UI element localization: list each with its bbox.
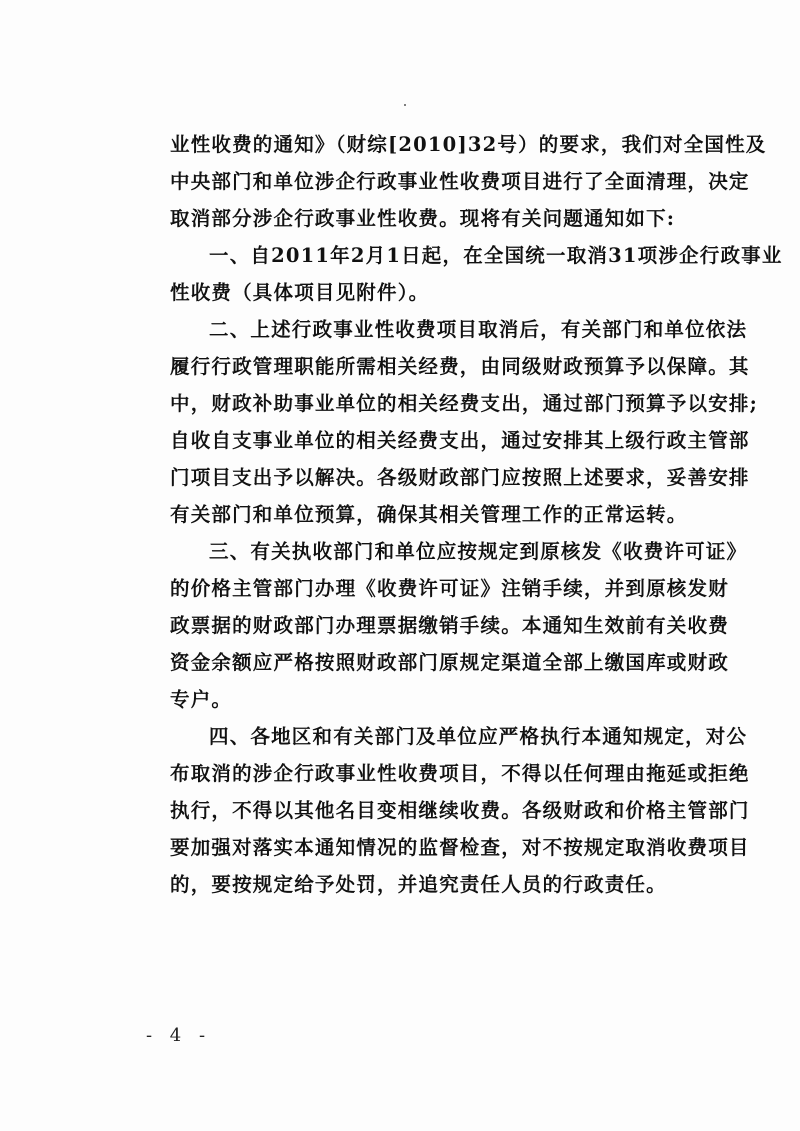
text-line: 要加强对落实本通知情况的监督检查，对不按规定取消收费项目 (170, 836, 750, 859)
paragraph-1-start: 一、自2011年2月1日起，在全国统一取消31项涉企行政事业 (209, 244, 783, 267)
text-line: 门项目支出予以解决。各级财政部门应按照上述要求，妥善安排 (170, 466, 750, 489)
document-body (170, 126, 783, 903)
text-line: 政票据的财政部门办理票据缴销手续。本通知生效前有关收费 (170, 614, 729, 637)
scan-dot-mark (404, 104, 406, 106)
text-line: 中央部门和单位涉企行政事业性收费项目进行了全面清理，决定 (170, 170, 750, 193)
text-line: 取消部分涉企行政事业性收费。现将有关问题通知如下: (170, 207, 676, 230)
text-line: 性收费（具体项目见附件）。 (170, 281, 430, 304)
text-line: 自收自支事业单位的相关经费支出，通过安排其上级行政主管部 (170, 429, 750, 452)
text-line: 专户。 (170, 688, 233, 711)
paragraph-3-start: 三、有关执收部门和单位应按规定到原核发《收费许可证》 (209, 540, 748, 563)
text-line: 中，财政补助事业单位的相关经费支出，通过部门预算予以安排; (170, 392, 758, 415)
text-line: 执行，不得以其他名目变相继续收费。各级财政和价格主管部门 (170, 799, 750, 822)
page-number: - 4 - (146, 1025, 212, 1046)
text-line: 业性收费的通知》（财综[2010]32号）的要求，我们对全国性及 (170, 133, 767, 156)
text-line: 的，要按规定给予处罚，并追究责任人员的行政责任。 (170, 873, 667, 896)
text-line: 布取消的涉企行政事业性收费项目，不得以任何理由拖延或拒绝 (170, 762, 750, 785)
text-line: 履行行政管理职能所需相关经费，由同级财政预算予以保障。其 (170, 355, 750, 378)
text-line: 有关部门和单位预算，确保其相关管理工作的正常运转。 (170, 503, 688, 526)
paragraph-2-start: 二、上述行政事业性收费项目取消后，有关部门和单位依法 (209, 318, 748, 341)
text-line: 资金余额应严格按照财政部门原规定渠道全部上缴国库或财政 (170, 651, 729, 674)
paragraph-4-start: 四、各地区和有关部门及单位应严格执行本通知规定，对公 (209, 725, 748, 748)
text-line: 的价格主管部门办理《收费许可证》注销手续，并到原核发财 (170, 577, 729, 600)
